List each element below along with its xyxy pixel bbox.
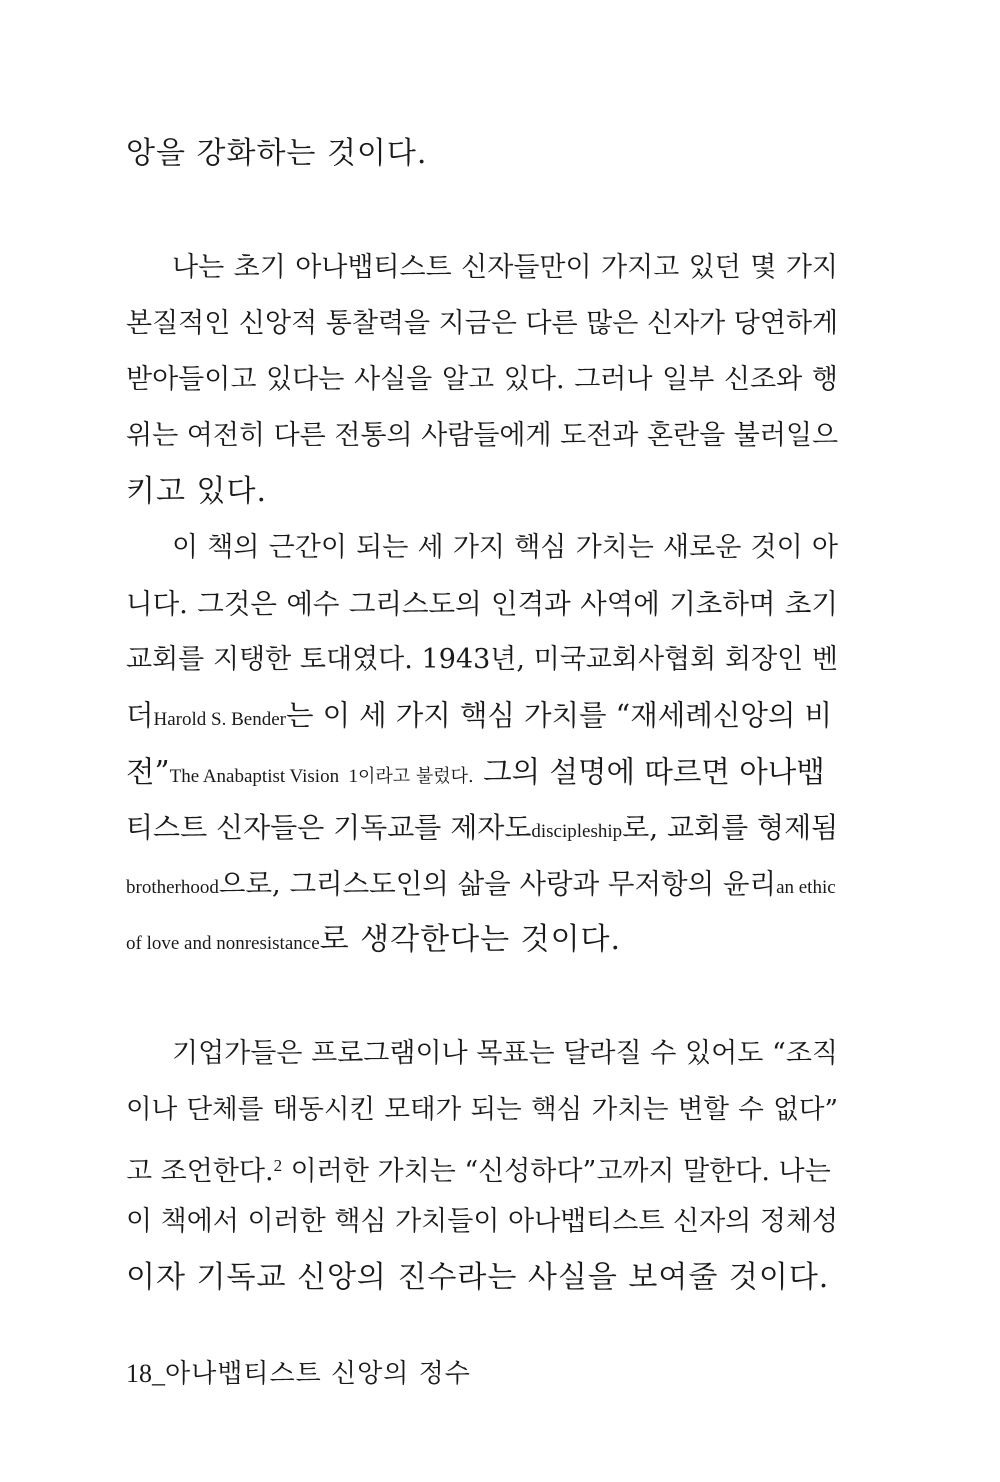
text-run: 는 이 세 가지 핵심 가치를 “재세례신앙의 비 bbox=[285, 699, 832, 732]
english-gloss: brotherhood bbox=[126, 877, 219, 898]
text-line-17 bbox=[126, 1146, 838, 1192]
text-line-12 bbox=[126, 808, 838, 852]
text-line-15: 기업가들은 프로그램이나 목표는 달라질 수 있어도 “조직 bbox=[172, 1038, 838, 1069]
text-line-9: 교회를 지탱한 토대였다. 1943년, 미국교회사협회 회장인 벤 bbox=[126, 644, 838, 675]
text-run: 티스트 신자들은 기독교를 제자도 bbox=[126, 811, 532, 844]
page-number: 18 bbox=[126, 1359, 152, 1388]
text-line-18: 이 책에서 이러한 핵심 가치들이 아나뱁티스트 신자의 정체성 bbox=[126, 1206, 839, 1237]
text-line-10 bbox=[126, 696, 838, 740]
english-gloss: The Anabaptist Vision bbox=[169, 766, 340, 787]
footnote-ref: 2 bbox=[273, 1156, 283, 1175]
text-line-5: 위는 여전히 다른 전통의 사람들에게 도전과 혼란을 불러일으 bbox=[126, 420, 839, 451]
text-run: 고 조언한다. bbox=[126, 1156, 274, 1187]
text-line-11 bbox=[126, 752, 838, 797]
text-line-14 bbox=[126, 920, 838, 964]
footnote-ref: 1 bbox=[348, 766, 358, 787]
text-line-8: 니다. 그것은 예수 그리스도의 인격과 사역에 기초하며 초기 bbox=[126, 588, 838, 620]
english-gloss: discipleship bbox=[531, 821, 623, 842]
text-line-3: 본질적인 신앙적 통찰력을 지금은 다른 많은 신자가 당연하게 bbox=[126, 308, 839, 339]
text-line-4: 받아들이고 있다는 사실을 알고 있다. 그러나 일부 신조와 행 bbox=[126, 364, 838, 395]
text-run: 로, 교회를 형제됨 bbox=[622, 811, 839, 844]
text-run: 전” bbox=[126, 755, 170, 789]
text-line-16: 이나 단체를 태동시킨 모태가 되는 핵심 가치는 변할 수 없다” bbox=[126, 1094, 838, 1125]
english-gloss: an ethic bbox=[776, 877, 836, 898]
text-line-7: 이 책의 근간이 되는 세 가지 핵심 가치는 새로운 것이 아 bbox=[172, 532, 838, 563]
english-gloss: of love and nonresistance bbox=[126, 933, 320, 954]
page-footer bbox=[126, 1356, 471, 1392]
text-run: 로 생각한다는 것이다. bbox=[319, 922, 622, 957]
text-line-6: 키고 있다. bbox=[126, 474, 267, 509]
text-line-1: 앙을 강화하는 것이다. bbox=[126, 136, 428, 171]
text-run: 으로, 그리스도인의 삶을 사랑과 무저항의 윤리 bbox=[218, 868, 777, 900]
text-run: 그의 설명에 따르면 아나뱁 bbox=[473, 755, 825, 789]
text-line-19: 이자 기독교 신앙의 진수라는 사실을 보여줄 것이다. bbox=[126, 1260, 830, 1295]
text-run: 더 bbox=[126, 699, 154, 732]
text-run: 이러한 가치는 “신성하다”고까지 말한다. 나는 bbox=[282, 1156, 831, 1187]
footer-separator: _ bbox=[152, 1359, 165, 1388]
english-gloss: Harold S. Bender bbox=[153, 709, 286, 730]
text-run-small: 이라고 불렀다. bbox=[357, 766, 474, 787]
text-line-2: 나는 초기 아나뱁티스트 신자들만이 가지고 있던 몇 가지 bbox=[172, 252, 838, 283]
running-title: 아나뱁티스트 신앙의 정수 bbox=[165, 1359, 471, 1389]
text-line-13 bbox=[126, 864, 838, 908]
